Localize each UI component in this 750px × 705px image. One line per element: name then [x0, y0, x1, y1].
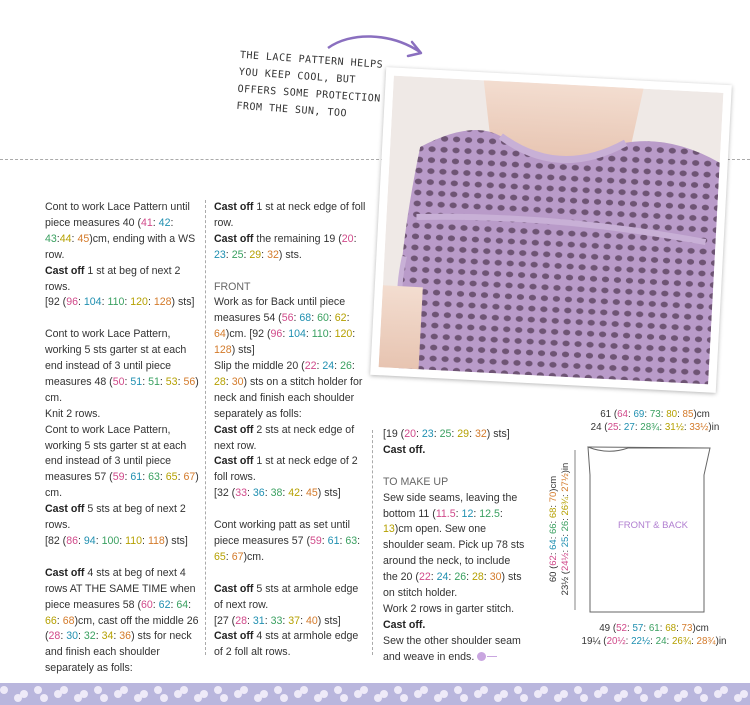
flower-dot-icon	[280, 694, 288, 702]
flower-dot-icon	[260, 690, 268, 698]
paragraph: [27 (28: 31: 33: 37: 40) sts]	[214, 614, 341, 627]
flower-dot-icon	[160, 694, 168, 702]
flower-dot-icon	[360, 686, 368, 694]
flower-dot-icon	[120, 686, 128, 694]
schematic-label: FRONT & BACK	[617, 520, 689, 531]
flower-dot-icon	[100, 694, 108, 702]
paragraph: Cont to work Lace Pattern, working 5 sts garter st at each end instead of 3 until piece measures 48 (50: 51: 51: 53: 56) cm.	[45, 328, 199, 404]
note-line: YOU KEEP COOL, BUT	[238, 66, 357, 86]
flower-dot-icon	[200, 690, 208, 698]
paragraph: Cast off 5 sts at armhole edge of next row.	[214, 582, 359, 611]
flower-dot-icon	[214, 686, 222, 694]
paragraph: Cast off 2 sts at neck edge of next row.	[214, 423, 355, 452]
section-heading-make-up: TO MAKE UP	[383, 475, 449, 488]
flower-dot-icon	[274, 686, 282, 694]
paragraph: Cast off 4 sts at beg of next 4 rows AT THE SAME TIME when piece measures 58 (60: 62: 64: 66: 68)cm, cast off the middle 26 (28: 30: 32: 34: 36) sts for neck and finish each shoulder separately as folls:	[45, 566, 199, 675]
flower-dot-icon	[480, 686, 488, 694]
flower-dot-icon	[140, 690, 148, 698]
flower-dot-icon	[560, 690, 568, 698]
flower-dot-icon	[40, 694, 48, 702]
paragraph: [32 (33: 36: 38: 42: 45) sts]	[214, 487, 341, 500]
flower-dot-icon	[440, 690, 448, 698]
paragraph: [92 (96: 104: 110: 120: 128) sts]	[45, 296, 195, 309]
flower-dot-icon	[514, 686, 522, 694]
paragraph: Cast off 1 st at beg of next 2 rows.	[45, 264, 181, 293]
flower-dot-icon	[0, 686, 8, 694]
flower-dot-icon	[340, 694, 348, 702]
yarn-ball-icon	[477, 652, 486, 661]
flower-dot-icon	[574, 686, 582, 694]
yarn-tail-icon	[487, 656, 497, 657]
flower-dot-icon	[600, 686, 608, 694]
flower-dot-icon	[240, 686, 248, 694]
flower-dot-icon	[460, 694, 468, 702]
flower-dot-icon	[220, 694, 228, 702]
flower-dot-icon	[454, 686, 462, 694]
note-line: FROM THE SUN, TOO	[236, 100, 348, 120]
paragraph: Cont to work Lace Pattern until piece measures 40 (41: 42: 43:44: 45)cm, ending with a WS row.	[45, 201, 196, 261]
flower-dot-icon	[80, 690, 88, 698]
flower-dot-icon	[180, 686, 188, 694]
note-line: THE LACE PATTERN HELPS	[239, 49, 384, 71]
instructions-column-1	[45, 200, 205, 677]
flower-dot-icon	[400, 694, 408, 702]
flower-dot-icon	[520, 694, 528, 702]
paragraph: Cast off the remaining 19 (20: 23: 25: 29: 32) sts.	[214, 232, 357, 261]
flower-dot-icon	[620, 690, 628, 698]
paragraph: Cont to work Lace Pattern, working 5 sts garter st at each end instead of 3 until piece measures 57 (59: 61: 63: 65: 67) cm.	[45, 423, 199, 500]
paragraph: [19 (20: 23: 25: 29: 32) sts]	[383, 428, 510, 440]
paragraph: [82 (86: 94: 100: 110: 118) sts]	[45, 535, 188, 548]
flower-dot-icon	[694, 686, 702, 694]
flower-dot-icon	[380, 690, 388, 698]
top-width-label: 61 (64: 69: 73: 80: 85)cm 24 (25: 27: 28¾: 31½: 33½)in	[590, 409, 720, 433]
flower-dot-icon	[20, 690, 28, 698]
floral-footer-band	[0, 683, 750, 705]
flower-dot-icon	[300, 686, 308, 694]
flower-dot-icon	[334, 686, 342, 694]
paragraph: Cast off 1 st at neck edge of 2 foll rows.	[214, 455, 358, 484]
side-length-label: 60 (62: 64: 66: 68: 70)cm 23½ (24½: 25: 26: 26¾: 27½)in	[548, 462, 571, 596]
paragraph: Cast off.	[383, 443, 426, 456]
flower-dot-icon	[34, 686, 42, 694]
flower-dot-icon	[740, 690, 748, 698]
paragraph: Cast off 1 st at neck edge of foll row.	[214, 201, 366, 229]
paragraph: Slip the middle 20 (22: 24: 26: 28: 30) sts on a stitch holder for neck and finish each shoulder separately as folls:	[214, 360, 363, 420]
paragraph: Cast off.	[383, 618, 426, 631]
note-line: OFFERS SOME PROTECTION	[237, 83, 382, 105]
flower-dot-icon	[720, 686, 728, 694]
instructions-column-3	[383, 427, 525, 666]
flower-dot-icon	[94, 686, 102, 694]
flower-dot-icon	[394, 686, 402, 694]
photo-frame	[370, 67, 732, 393]
column-divider	[372, 430, 373, 655]
lace-top-photo	[379, 76, 724, 385]
paragraph: Cast off 5 sts at beg of next 2 rows.	[45, 503, 186, 532]
paragraph: Sew side seams, leaving the bottom 11 (11.5: 12: 12.5: 13)cm open. Sew one shoulder seam. Pick up 78 sts around the neck, to include the 20 (22: 24: 26: 28: 30) sts on stitch holder.	[383, 491, 525, 600]
flower-dot-icon	[700, 694, 708, 702]
flower-dot-icon	[640, 694, 648, 702]
flower-dot-icon	[154, 686, 162, 694]
section-heading-front: FRONT	[214, 280, 251, 293]
paragraph: Work 2 rows in garter stitch.	[383, 602, 515, 615]
paragraph: Work as for Back until piece measures 54 (56: 68: 60: 62: 64)cm. [92 (96: 104: 110: 120: 128) sts]	[214, 296, 356, 357]
flower-dot-icon	[660, 686, 668, 694]
paragraph: Cast off 4 sts at armhole edge of 2 foll alt rows.	[214, 630, 359, 659]
flower-dot-icon	[540, 686, 548, 694]
instructions-column-2	[214, 200, 366, 661]
flower-dot-icon	[420, 686, 428, 694]
flower-dot-icon	[60, 686, 68, 694]
bottom-width-label: 49 (52: 57: 61: 68: 73)cm 19¼ (20½: 22½: 24: 26¾: 28¾)in	[581, 623, 727, 647]
column-divider	[205, 200, 206, 655]
paragraph: Knit 2 rows.	[45, 407, 101, 420]
flower-dot-icon	[634, 686, 642, 694]
flower-dot-icon	[500, 690, 508, 698]
flower-dot-icon	[320, 690, 328, 698]
front-back-schematic	[540, 405, 750, 685]
paragraph: Sew the other shoulder seam and weave in ends.	[383, 634, 521, 663]
paragraph: Cont working patt as set until piece measures 57 (59: 61: 63: 65: 67)cm.	[214, 519, 361, 563]
flower-dot-icon	[580, 694, 588, 702]
flower-dot-icon	[680, 690, 688, 698]
handwritten-note	[236, 47, 390, 125]
